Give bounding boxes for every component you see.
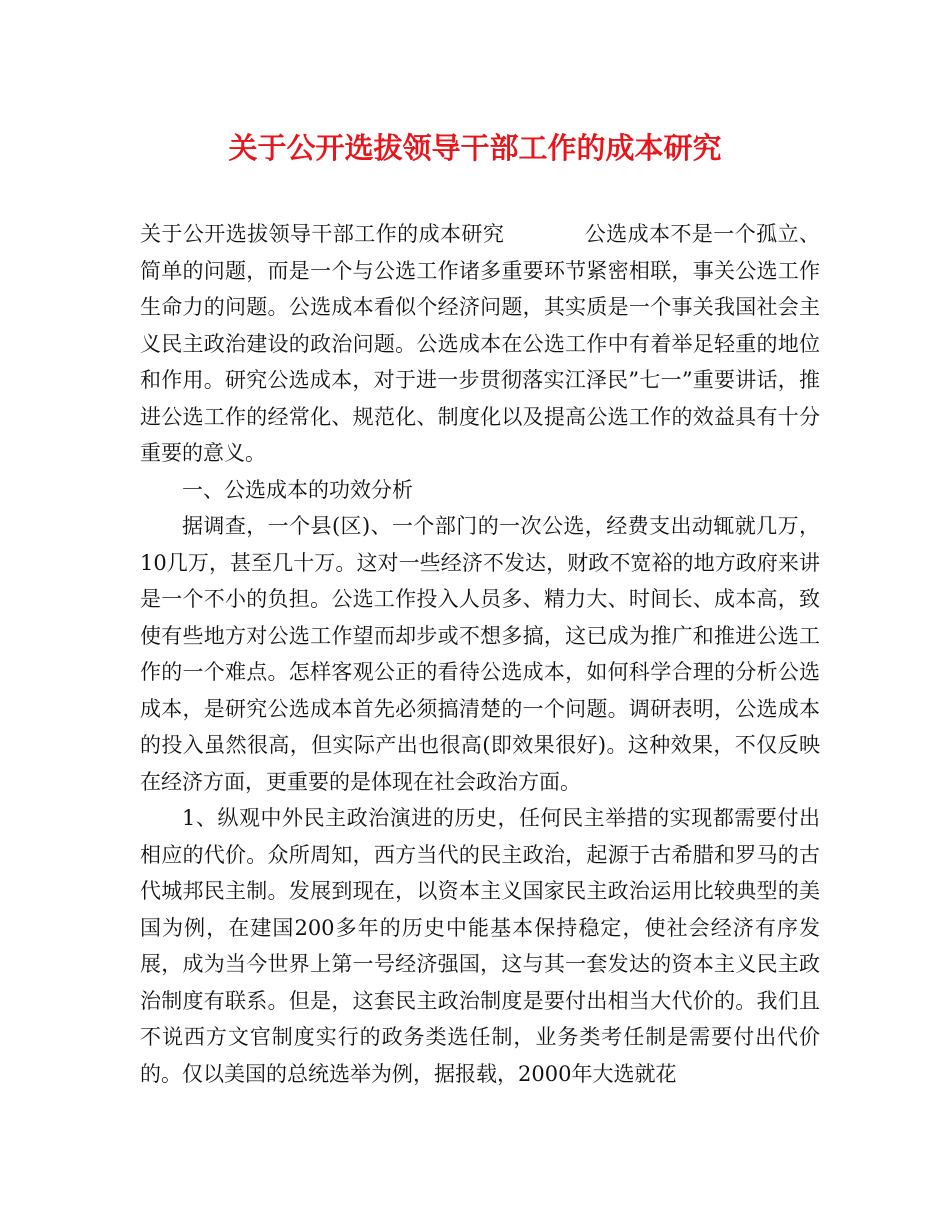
intro-text: 公选成本不是一个孤立、简单的问题，而是一个与公选工作诸多重要环节紧密相联，事关公选工作生命力的问题。公选成本看似个经济问题，其实质是一个事关我国社会主义民主政治建设的政治问题。公选成本在公选工作中有着举足轻重的地位和作用。研究公选成本，对于进一步贯彻落实江泽民”七一”重要讲话，推进公选工作的经常化、规范化、制度化以及提高公选工作的效益具有十分重要的意义。	[140, 222, 821, 465]
paragraph-1: 据调查，一个县(区)、一个部门的一次公选，经费支出动辄就几万，10几万，甚至几十万。这对一些经济不发达，财政不宽裕的地方政府来讲是一个不小的负担。公选工作投入人员多、精力大、时间长、成本高，致使有些地方对公选工作望而却步或不想多搞，这已成为推广和推进公选工作的一个难点。怎样客观公正的看待公选成本，如何科学合理的分析公选成本，是研究公选成本首先必须搞清楚的一个问题。调研表明，公选成本的投入虽然很高，但实际产出也很高(即效果很好)。这种效果，不仅反映在经济方面，更重要的是体现在社会政治方面。	[140, 514, 820, 794]
intro-heading: 关于公开选拔领导干部工作的成本研究	[140, 222, 505, 246]
document-title: 关于公开选拔领导干部工作的成本研究	[228, 131, 722, 165]
intro-paragraph	[140, 216, 820, 472]
document-body	[140, 216, 820, 1092]
section-heading: 一、公选成本的功效分析	[182, 477, 413, 502]
paragraph-2: 1、纵观中外民主政治演进的历史，任何民主举措的实现都需要付出相应的代价。众所周知，西方当代的民主政治，起源于古希腊和罗马的古代城邦民主制。发展到现在，以资本主义国家民主政治运用比较典型的美国为例，在建国200多年的历史中能基本保持稳定，使社会经济有序发展，成为当今世界上第一号经济强国，这与其一套发达的资本主义民主政治制度有联系。但是，这套民主政治制度是要付出相当大代价的。我们且不说西方文官制度实行的政务类选任制，业务类考任制是需要付出代价的。仅以美国的总统选举为例，据报载，2000年大选就花	[140, 806, 820, 1086]
